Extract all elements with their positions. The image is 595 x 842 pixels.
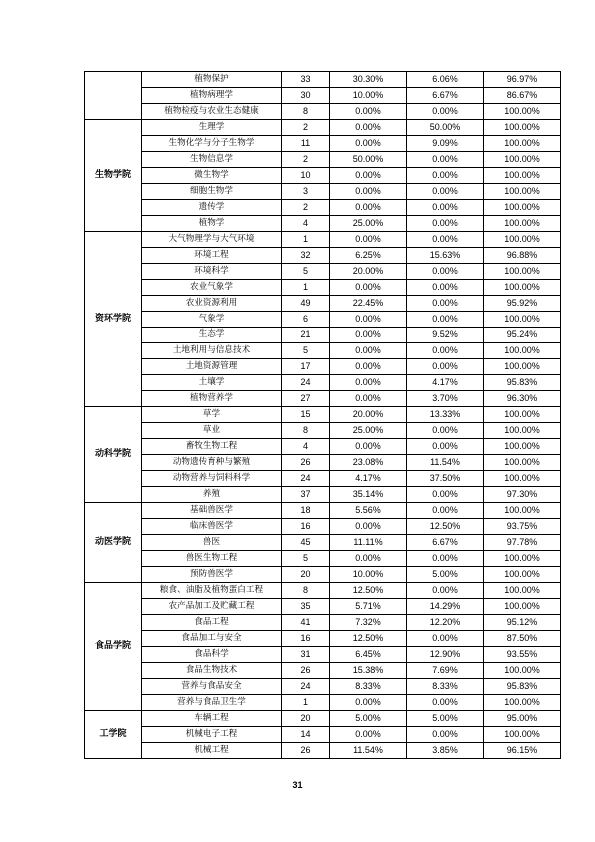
major-cell: 农业气象学	[142, 279, 282, 295]
rate-b-cell: 0.00%	[407, 694, 484, 710]
count-cell: 2	[282, 151, 330, 167]
rate-b-cell: 6.06%	[407, 72, 484, 88]
major-cell: 土壤学	[142, 375, 282, 391]
table-row	[85, 391, 561, 407]
rate-c-cell: 93.55%	[484, 646, 561, 662]
rate-c-cell: 100.00%	[484, 119, 561, 135]
count-cell: 21	[282, 327, 330, 343]
major-cell: 植物检疫与农业生态健康	[142, 103, 282, 119]
major-cell: 畜牧生物工程	[142, 439, 282, 455]
count-cell: 3	[282, 183, 330, 199]
rate-b-cell: 15.63%	[407, 247, 484, 263]
count-cell: 24	[282, 375, 330, 391]
major-cell: 植物营养学	[142, 391, 282, 407]
major-cell: 草学	[142, 407, 282, 423]
rate-c-cell: 100.00%	[484, 471, 561, 487]
major-cell: 机械工程	[142, 742, 282, 758]
rate-b-cell: 0.00%	[407, 279, 484, 295]
table-row	[85, 359, 561, 375]
rate-a-cell: 6.45%	[330, 646, 407, 662]
rate-a-cell: 12.50%	[330, 630, 407, 646]
rate-c-cell: 95.83%	[484, 375, 561, 391]
rate-c-cell: 100.00%	[484, 183, 561, 199]
rate-a-cell: 15.38%	[330, 662, 407, 678]
rate-a-cell: 22.45%	[330, 295, 407, 311]
count-cell: 26	[282, 455, 330, 471]
major-cell: 粮食、油脂及植物蛋白工程	[142, 583, 282, 599]
count-cell: 5	[282, 551, 330, 567]
table-row	[85, 343, 561, 359]
rate-c-cell: 96.97%	[484, 72, 561, 88]
table-row	[85, 215, 561, 231]
major-cell: 细胞生物学	[142, 183, 282, 199]
count-cell: 5	[282, 343, 330, 359]
count-cell: 8	[282, 583, 330, 599]
rate-b-cell: 0.00%	[407, 183, 484, 199]
major-cell: 农业资源利用	[142, 295, 282, 311]
rate-b-cell: 0.00%	[407, 231, 484, 247]
rate-a-cell: 12.50%	[330, 583, 407, 599]
rate-c-cell: 87.50%	[484, 630, 561, 646]
table-body	[85, 72, 561, 759]
rate-c-cell: 95.83%	[484, 678, 561, 694]
rate-c-cell: 100.00%	[484, 598, 561, 614]
major-cell: 草业	[142, 423, 282, 439]
rate-a-cell: 7.32%	[330, 614, 407, 630]
table-row	[85, 662, 561, 678]
count-cell: 18	[282, 503, 330, 519]
rate-c-cell: 100.00%	[484, 135, 561, 151]
rate-c-cell: 100.00%	[484, 343, 561, 359]
rate-c-cell: 100.00%	[484, 567, 561, 583]
count-cell: 27	[282, 391, 330, 407]
table-row	[85, 503, 561, 519]
major-cell: 土地资源管理	[142, 359, 282, 375]
rate-b-cell: 0.00%	[407, 423, 484, 439]
table-row	[85, 471, 561, 487]
rate-a-cell: 5.56%	[330, 503, 407, 519]
rate-a-cell: 6.25%	[330, 247, 407, 263]
rate-a-cell: 0.00%	[330, 359, 407, 375]
rate-c-cell: 100.00%	[484, 583, 561, 599]
rate-c-cell: 96.88%	[484, 247, 561, 263]
rate-b-cell: 12.50%	[407, 519, 484, 535]
rate-a-cell: 0.00%	[330, 135, 407, 151]
rate-b-cell: 9.52%	[407, 327, 484, 343]
college-cell: 食品学院	[85, 583, 142, 711]
table-row	[85, 630, 561, 646]
count-cell: 37	[282, 487, 330, 503]
count-cell: 16	[282, 519, 330, 535]
rate-a-cell: 0.00%	[330, 519, 407, 535]
rate-a-cell: 0.00%	[330, 199, 407, 215]
rate-a-cell: 20.00%	[330, 263, 407, 279]
rate-b-cell: 12.20%	[407, 614, 484, 630]
major-cell: 临床兽医学	[142, 519, 282, 535]
major-cell: 生态学	[142, 327, 282, 343]
table-row	[85, 726, 561, 742]
rate-a-cell: 30.30%	[330, 72, 407, 88]
rate-c-cell: 96.30%	[484, 391, 561, 407]
table-row	[85, 183, 561, 199]
rate-a-cell: 23.08%	[330, 455, 407, 471]
table-row	[85, 646, 561, 662]
rate-b-cell: 11.54%	[407, 455, 484, 471]
table-row	[85, 678, 561, 694]
rate-b-cell: 12.90%	[407, 646, 484, 662]
rate-a-cell: 0.00%	[330, 439, 407, 455]
rate-a-cell: 10.00%	[330, 87, 407, 103]
major-cell: 车辆工程	[142, 710, 282, 726]
rate-b-cell: 5.00%	[407, 710, 484, 726]
rate-a-cell: 0.00%	[330, 167, 407, 183]
rate-a-cell: 8.33%	[330, 678, 407, 694]
table-row	[85, 151, 561, 167]
count-cell: 17	[282, 359, 330, 375]
rate-c-cell: 100.00%	[484, 151, 561, 167]
rate-c-cell: 100.00%	[484, 551, 561, 567]
table-row	[85, 742, 561, 758]
table-row	[85, 247, 561, 263]
rate-c-cell: 100.00%	[484, 503, 561, 519]
table-row	[85, 263, 561, 279]
college-cell: 资环学院	[85, 231, 142, 407]
rate-b-cell: 0.00%	[407, 103, 484, 119]
rate-c-cell: 95.12%	[484, 614, 561, 630]
rate-c-cell: 100.00%	[484, 359, 561, 375]
table-row	[85, 694, 561, 710]
rate-a-cell: 5.71%	[330, 598, 407, 614]
rate-c-cell: 100.00%	[484, 263, 561, 279]
major-cell: 大气物理学与大气环境	[142, 231, 282, 247]
rate-c-cell: 100.00%	[484, 694, 561, 710]
count-cell: 20	[282, 710, 330, 726]
rate-a-cell: 25.00%	[330, 423, 407, 439]
rate-b-cell: 3.85%	[407, 742, 484, 758]
major-cell: 食品加工与安全	[142, 630, 282, 646]
count-cell: 14	[282, 726, 330, 742]
count-cell: 8	[282, 423, 330, 439]
rate-a-cell: 4.17%	[330, 471, 407, 487]
table-row	[85, 279, 561, 295]
rate-a-cell: 0.00%	[330, 551, 407, 567]
rate-c-cell: 100.00%	[484, 103, 561, 119]
count-cell: 35	[282, 598, 330, 614]
rate-b-cell: 3.70%	[407, 391, 484, 407]
rate-a-cell: 11.54%	[330, 742, 407, 758]
table-row	[85, 455, 561, 471]
rate-a-cell: 0.00%	[330, 119, 407, 135]
count-cell: 10	[282, 167, 330, 183]
table-row	[85, 72, 561, 88]
major-cell: 土地利用与信息技术	[142, 343, 282, 359]
table-row	[85, 439, 561, 455]
table-row	[85, 119, 561, 135]
rate-c-cell: 100.00%	[484, 407, 561, 423]
college-cell: 工学院	[85, 710, 142, 758]
major-cell: 遗传学	[142, 199, 282, 215]
table-row	[85, 407, 561, 423]
rate-b-cell: 0.00%	[407, 487, 484, 503]
count-cell: 8	[282, 103, 330, 119]
count-cell: 30	[282, 87, 330, 103]
count-cell: 1	[282, 231, 330, 247]
rate-b-cell: 13.33%	[407, 407, 484, 423]
rate-a-cell: 0.00%	[330, 375, 407, 391]
count-cell: 33	[282, 72, 330, 88]
count-cell: 4	[282, 439, 330, 455]
count-cell: 2	[282, 119, 330, 135]
major-cell: 动物营养与饲料科学	[142, 471, 282, 487]
rate-a-cell: 11.11%	[330, 535, 407, 551]
major-cell: 环境工程	[142, 247, 282, 263]
rate-a-cell: 0.00%	[330, 311, 407, 327]
major-cell: 营养与食品安全	[142, 678, 282, 694]
major-cell: 食品生物技术	[142, 662, 282, 678]
rate-b-cell: 0.00%	[407, 726, 484, 742]
rate-c-cell: 100.00%	[484, 215, 561, 231]
table-row	[85, 167, 561, 183]
major-cell: 预防兽医学	[142, 567, 282, 583]
rate-b-cell: 0.00%	[407, 630, 484, 646]
table-row	[85, 614, 561, 630]
rate-b-cell: 0.00%	[407, 151, 484, 167]
rate-b-cell: 4.17%	[407, 375, 484, 391]
count-cell: 20	[282, 567, 330, 583]
major-cell: 兽医生物工程	[142, 551, 282, 567]
rate-c-cell: 100.00%	[484, 423, 561, 439]
rate-c-cell: 97.78%	[484, 535, 561, 551]
count-cell: 1	[282, 279, 330, 295]
table-row	[85, 375, 561, 391]
major-cell: 机械电子工程	[142, 726, 282, 742]
rate-b-cell: 8.33%	[407, 678, 484, 694]
rate-a-cell: 0.00%	[330, 726, 407, 742]
major-cell: 环境科学	[142, 263, 282, 279]
rate-c-cell: 100.00%	[484, 231, 561, 247]
major-cell: 动物遗传育种与繁殖	[142, 455, 282, 471]
rate-b-cell: 14.29%	[407, 598, 484, 614]
major-cell: 生物信息学	[142, 151, 282, 167]
count-cell: 2	[282, 199, 330, 215]
major-cell: 食品科学	[142, 646, 282, 662]
rate-c-cell: 96.15%	[484, 742, 561, 758]
rate-c-cell: 95.00%	[484, 710, 561, 726]
rate-b-cell: 0.00%	[407, 295, 484, 311]
college-cell: 生物学院	[85, 119, 142, 231]
rate-b-cell: 9.09%	[407, 135, 484, 151]
college-cell: 动科学院	[85, 407, 142, 503]
count-cell: 24	[282, 678, 330, 694]
count-cell: 41	[282, 614, 330, 630]
major-cell: 植物保护	[142, 72, 282, 88]
college-cell: 动医学院	[85, 503, 142, 583]
table-row	[85, 87, 561, 103]
rate-a-cell: 0.00%	[330, 327, 407, 343]
rate-b-cell: 7.69%	[407, 662, 484, 678]
major-cell: 植物病理学	[142, 87, 282, 103]
rate-b-cell: 37.50%	[407, 471, 484, 487]
rate-a-cell: 20.00%	[330, 407, 407, 423]
rate-b-cell: 0.00%	[407, 551, 484, 567]
rate-a-cell: 10.00%	[330, 567, 407, 583]
rate-a-cell: 0.00%	[330, 183, 407, 199]
table-row	[85, 295, 561, 311]
rate-c-cell: 100.00%	[484, 662, 561, 678]
rate-b-cell: 0.00%	[407, 583, 484, 599]
table-row	[85, 567, 561, 583]
rate-b-cell: 0.00%	[407, 359, 484, 375]
count-cell: 32	[282, 247, 330, 263]
major-cell: 微生物学	[142, 167, 282, 183]
count-cell: 5	[282, 263, 330, 279]
rate-b-cell: 6.67%	[407, 535, 484, 551]
rate-c-cell: 93.75%	[484, 519, 561, 535]
table-row	[85, 598, 561, 614]
major-cell: 营养与食品卫生学	[142, 694, 282, 710]
rate-a-cell: 5.00%	[330, 710, 407, 726]
major-cell: 生理学	[142, 119, 282, 135]
table-row	[85, 519, 561, 535]
rate-a-cell: 0.00%	[330, 694, 407, 710]
rate-a-cell: 0.00%	[330, 231, 407, 247]
rate-b-cell: 50.00%	[407, 119, 484, 135]
major-cell: 基础兽医学	[142, 503, 282, 519]
rate-c-cell: 86.67%	[484, 87, 561, 103]
major-cell: 养殖	[142, 487, 282, 503]
rate-c-cell: 100.00%	[484, 167, 561, 183]
table-row	[85, 551, 561, 567]
rate-b-cell: 6.67%	[407, 87, 484, 103]
major-cell: 气象学	[142, 311, 282, 327]
rate-b-cell: 5.00%	[407, 567, 484, 583]
count-cell: 16	[282, 630, 330, 646]
table-row	[85, 710, 561, 726]
table-row	[85, 423, 561, 439]
count-cell: 4	[282, 215, 330, 231]
count-cell: 6	[282, 311, 330, 327]
rate-c-cell: 97.30%	[484, 487, 561, 503]
major-cell: 兽医	[142, 535, 282, 551]
major-cell: 食品工程	[142, 614, 282, 630]
rate-b-cell: 0.00%	[407, 343, 484, 359]
table-row	[85, 103, 561, 119]
major-cell: 农产品加工及贮藏工程	[142, 598, 282, 614]
table-row	[85, 199, 561, 215]
rate-c-cell: 100.00%	[484, 311, 561, 327]
count-cell: 31	[282, 646, 330, 662]
rate-b-cell: 0.00%	[407, 439, 484, 455]
rate-a-cell: 50.00%	[330, 151, 407, 167]
count-cell: 11	[282, 135, 330, 151]
count-cell: 24	[282, 471, 330, 487]
rate-b-cell: 0.00%	[407, 311, 484, 327]
rate-a-cell: 0.00%	[330, 343, 407, 359]
table-row	[85, 327, 561, 343]
page-number: 31	[292, 780, 303, 790]
rate-c-cell: 95.92%	[484, 295, 561, 311]
rate-c-cell: 100.00%	[484, 199, 561, 215]
rate-c-cell: 100.00%	[484, 726, 561, 742]
rate-a-cell: 35.14%	[330, 487, 407, 503]
employment-table	[84, 71, 561, 759]
rate-c-cell: 100.00%	[484, 455, 561, 471]
rate-c-cell: 95.24%	[484, 327, 561, 343]
rate-b-cell: 0.00%	[407, 199, 484, 215]
table-row	[85, 311, 561, 327]
rate-c-cell: 100.00%	[484, 439, 561, 455]
rate-b-cell: 0.00%	[407, 167, 484, 183]
table-row	[85, 535, 561, 551]
count-cell: 26	[282, 742, 330, 758]
rate-a-cell: 0.00%	[330, 391, 407, 407]
major-cell: 生物化学与分子生物学	[142, 135, 282, 151]
college-cell	[85, 72, 142, 120]
rate-b-cell: 0.00%	[407, 215, 484, 231]
table-row	[85, 583, 561, 599]
table-row	[85, 487, 561, 503]
rate-b-cell: 0.00%	[407, 263, 484, 279]
table-row	[85, 231, 561, 247]
rate-c-cell: 100.00%	[484, 279, 561, 295]
rate-a-cell: 0.00%	[330, 279, 407, 295]
table-row	[85, 135, 561, 151]
count-cell: 45	[282, 535, 330, 551]
count-cell: 1	[282, 694, 330, 710]
rate-b-cell: 0.00%	[407, 503, 484, 519]
rate-a-cell: 0.00%	[330, 103, 407, 119]
count-cell: 26	[282, 662, 330, 678]
major-cell: 植物学	[142, 215, 282, 231]
count-cell: 49	[282, 295, 330, 311]
rate-a-cell: 25.00%	[330, 215, 407, 231]
count-cell: 15	[282, 407, 330, 423]
